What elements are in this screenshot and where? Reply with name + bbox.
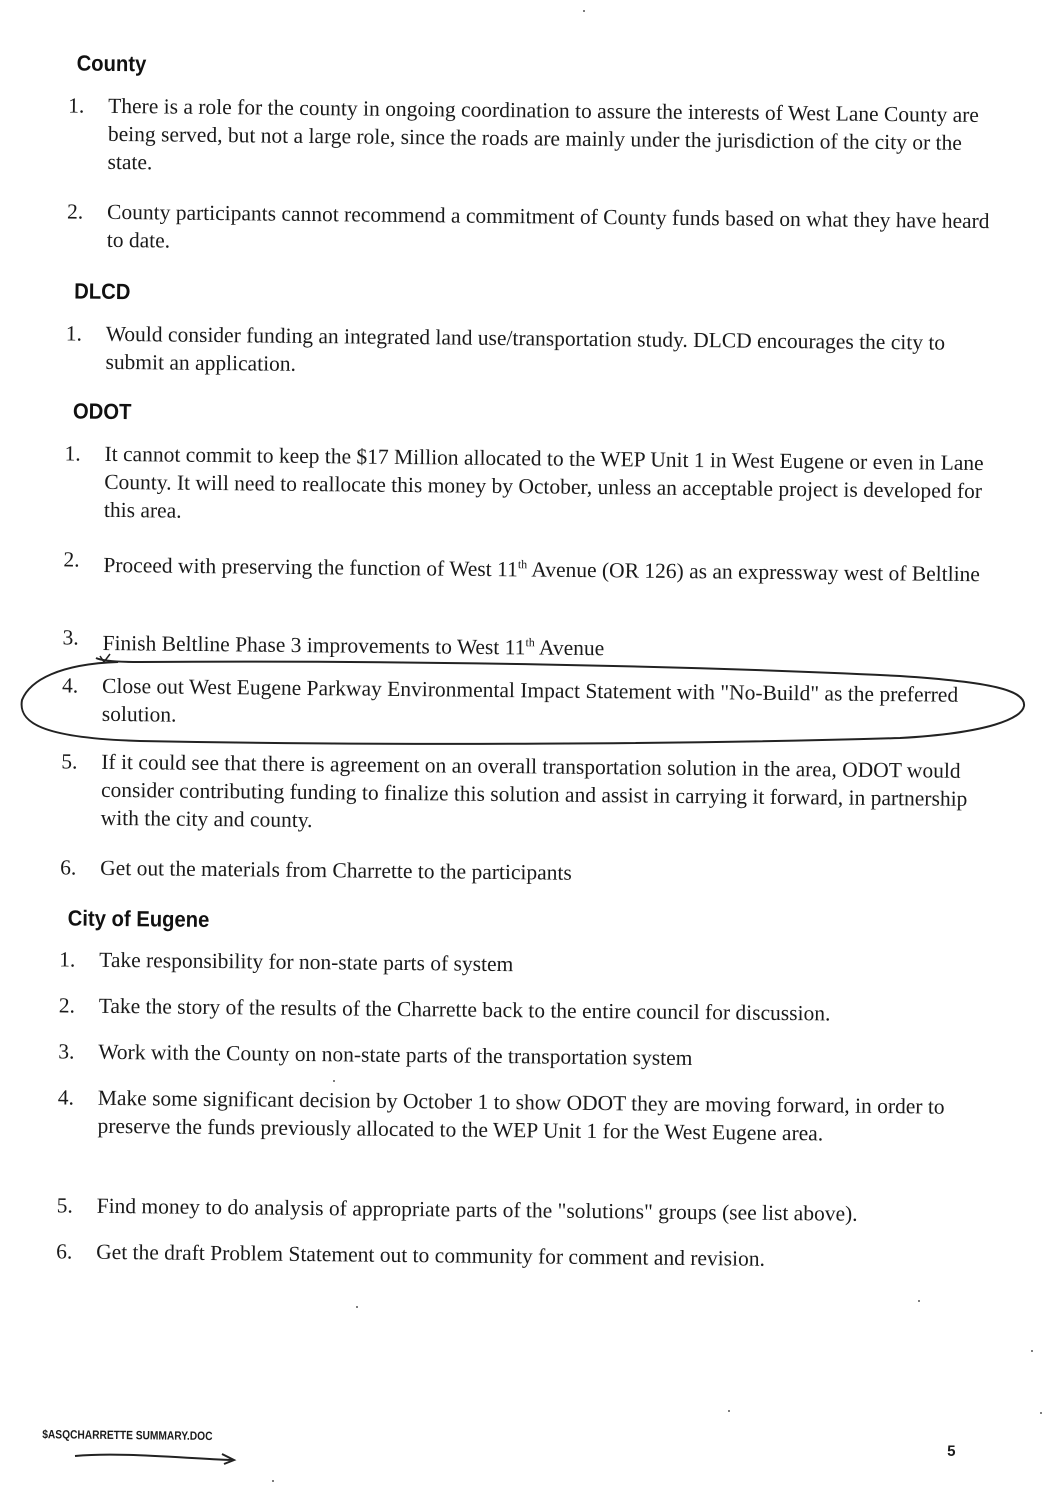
section-heading-county: County [76, 50, 147, 77]
item-text: Work with the County on non-state parts of the transportation system [98, 1039, 693, 1071]
hand-drawn-ellipse [22, 658, 1025, 744]
section-heading-city: City of Eugene [67, 905, 210, 932]
item-text: There is a role for the county in ongoing coordination to assure the interests of West Lane County are being served, but not a large role, since the roads are mainly under the jurisdiction of the city or the state. [107, 93, 980, 175]
item-text: Would consider funding an integrated land use/transportation study. DLCD encourages the city to submit an application. [105, 321, 946, 376]
scan-speck [1031, 1350, 1033, 1352]
item-number: 2. [58, 993, 76, 1018]
item-text: Find money to do analysis of appropriate parts of the "solutions" groups (see list above). [96, 1193, 858, 1226]
item-number: 4. [57, 1085, 75, 1110]
item-text: Take responsibility for non-state parts of system [99, 947, 514, 977]
item-number: 1. [68, 93, 85, 118]
item-text: Make some significant decision by October 1 to show ODOT they are moving forward, in order to preserve the funds previously allocated to the WEP Unit 1 for the West Eugene area. [97, 1085, 945, 1146]
item-number: 3. [62, 625, 79, 650]
item-number: 1. [65, 321, 83, 346]
scan-speck [1040, 1412, 1042, 1414]
item-number: 5. [56, 1193, 73, 1218]
item-number: 4. [62, 673, 79, 698]
item-number: 3. [58, 1039, 75, 1064]
scan-speck [272, 1480, 274, 1482]
item-text: It cannot commit to keep the $17 Million allocated to the WEP Unit 1 in West Eugene or even in Lane County. It will need to reallocate this money by October, unless an acceptable project is developed for this area. [103, 441, 984, 523]
item-number: 1. [59, 947, 76, 972]
item-number: 6. [56, 1239, 73, 1264]
item-text: Get out the materials from Charrette to the participants [100, 855, 572, 885]
item-text: Get the draft Problem Statement out to community for comment and revision. [96, 1239, 766, 1271]
item-text: Close out West Eugene Parkway Environmental Impact Statement with "No-Build" as the preferred solution. [101, 673, 959, 727]
scan-speck [583, 10, 585, 12]
scan-speck [333, 1080, 335, 1082]
item-text: Proceed with preserving the function of West 11th Avenue (OR 126) as an expressway west of Beltline [103, 552, 981, 587]
item-number: 2. [63, 547, 80, 572]
section-heading-dlcd: DLCD [74, 278, 131, 305]
item-text: Take the story of the results of the Charrette back to the entire council for discussion. [98, 993, 831, 1026]
item-number: 6. [60, 855, 77, 880]
item-text: County participants cannot recommend a commitment of County funds based on what they have heard to date. [106, 199, 990, 253]
scan-speck [918, 1300, 920, 1302]
footer-underline-arrow [75, 1454, 234, 1464]
scan-speck [728, 1410, 730, 1412]
item-text: Finish Beltline Phase 3 improvements to West 11th Avenue [102, 630, 605, 661]
item-number: 2. [66, 199, 84, 224]
footer-filename: $ASQCHARRETTE SUMMARY.DOC [42, 1427, 213, 1444]
scan-speck [356, 1306, 358, 1308]
item-text: If it could see that there is agreement on an overall transportation solution in the area, ODOT would consider contributing funding to finalize this solution and assist in carrying it forward, in partnership with the city and county. [100, 749, 968, 833]
item-number: 1. [64, 441, 81, 466]
section-heading-odot: ODOT [72, 398, 132, 425]
page-number: 5 [947, 1442, 956, 1460]
item-number: 5. [61, 749, 78, 774]
